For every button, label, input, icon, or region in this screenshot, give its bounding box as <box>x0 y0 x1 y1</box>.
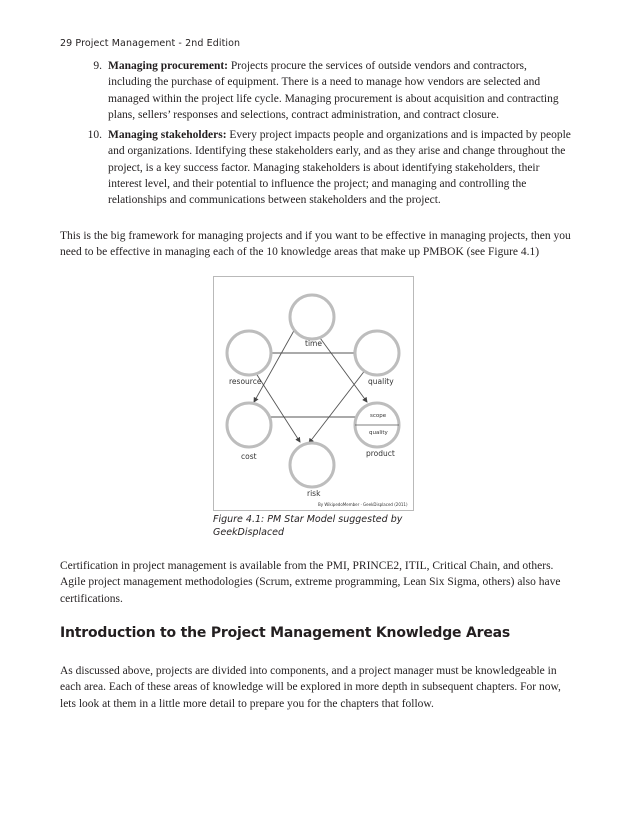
list-term: Managing stakeholders: <box>108 129 227 142</box>
certification-paragraph: Certification in project management is available from the PMI, PRINCE2, ITIL, Critical Chain, and others. Agile project management methodologies (Scrum, extreme programming, Lean Six Sigma, others) also have certifications. <box>60 560 561 605</box>
node-time <box>290 295 334 339</box>
intro-paragraph: As discussed above, projects are divided into components, and a project manager must be knowledgeable in each area. Each of these areas of knowledge will be explored in more depth in subsequent chapters. For now, lets look at them in a little more detail to prepare you for the chapters that follow. <box>60 665 561 710</box>
node-risk <box>290 443 334 487</box>
list-item-stakeholders <box>88 127 573 208</box>
figure-caption: Figure 4.1: PM Star Model suggested by GeekDisplaced <box>213 514 403 538</box>
knowledge-area-list <box>88 58 573 213</box>
label-resource: resource <box>229 377 262 386</box>
list-text: Projects procure the services of outside vendors and contractors, including the purchase of equipment. There is a need to manage how vendors are selected and managed within the project life cycle. Managing procurement is about acquisition and contracting plans, sellers’ responses and selections, contract administration, and contract closure. <box>108 60 559 121</box>
pm-star-figure <box>213 276 414 511</box>
label-inner-quality: quality <box>369 430 388 436</box>
label-time: time <box>305 339 322 348</box>
figure-credit: By WikipedoMember · GeekDisplaced (2011) <box>318 502 408 507</box>
label-cost: cost <box>241 452 257 461</box>
label-risk: risk <box>307 489 321 498</box>
list-number: 10. <box>87 129 102 142</box>
running-header: 29 Project Management - 2nd Edition <box>60 38 241 49</box>
node-cost <box>227 403 271 447</box>
list-item-procurement <box>88 58 573 123</box>
label-scope: scope <box>370 413 387 419</box>
node-quality <box>355 331 399 375</box>
section-heading: Introduction to the Project Management Knowledge Areas <box>60 625 510 641</box>
framework-paragraph: This is the big framework for managing projects and if you want to be effective in managing projects, then you need to be effective in managing each of the 10 knowledge areas that make up PMBOK (see Figure 4.1) <box>60 230 571 259</box>
list-term: Managing procurement: <box>108 60 228 72</box>
label-quality: quality <box>368 377 394 386</box>
label-product: product <box>366 449 395 458</box>
pm-star-diagram <box>214 277 413 510</box>
node-resource <box>227 331 271 375</box>
list-number: 9. <box>93 60 102 72</box>
list-text: Every project impacts people and organizations and is impacted by people and organizations. Identifying these stakeholders early, and as they arise and change throughout the project, is a key success factor. Managing stakeholders is about identifying stakeholders, their interest level, and their potential to influence the project; and managing and controlling the relationships and communications between stakeholders and the project. <box>108 129 571 207</box>
